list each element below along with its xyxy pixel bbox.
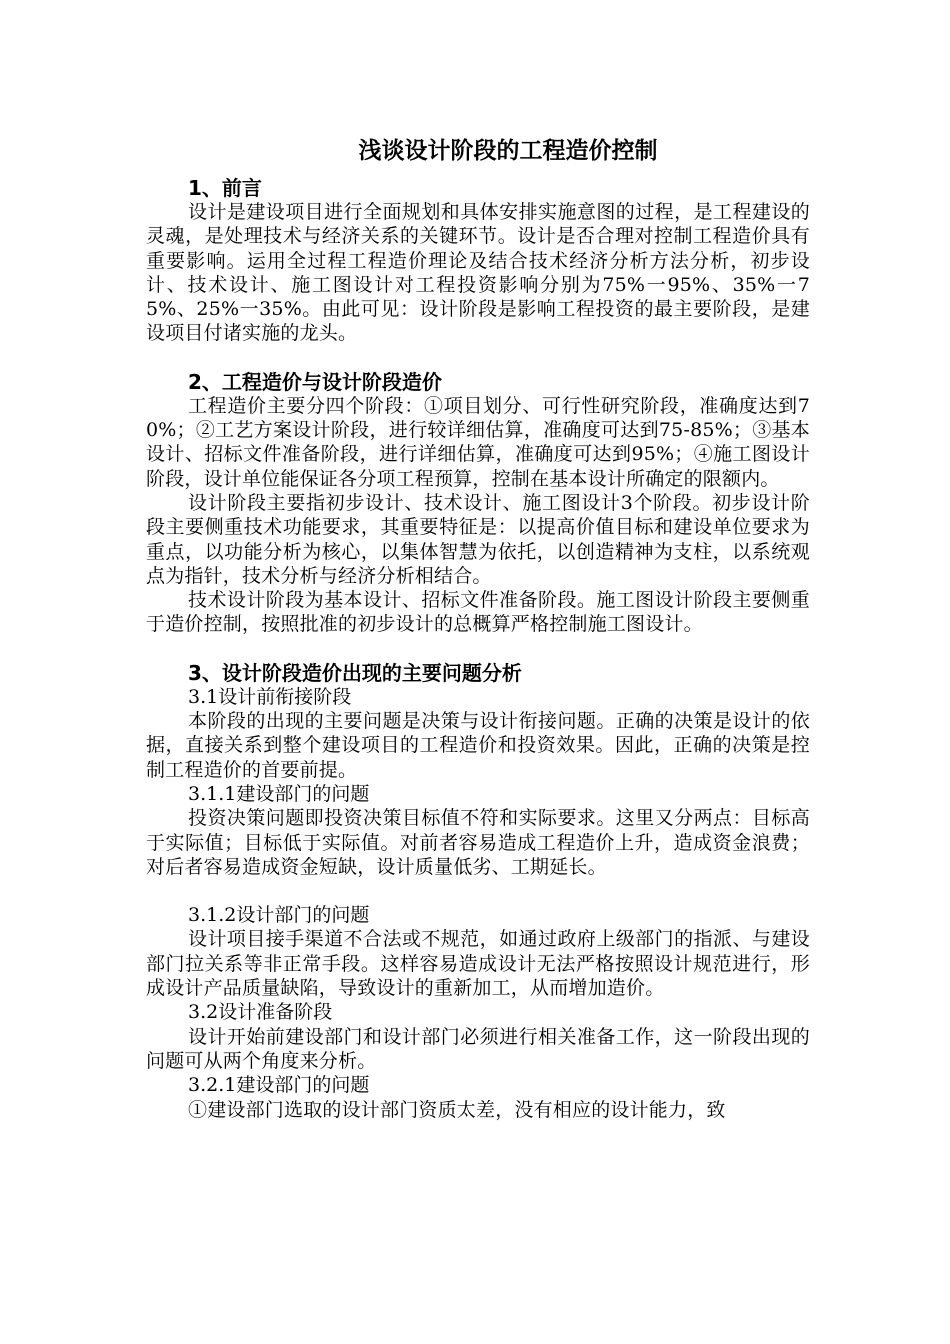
paragraph: 设计阶段主要指初步设计、技术设计、施工图设计3个阶段。初步设计阶段主要侧重技术功能要求，其重要特征是：以提高价值目标和建设单位要求为重点，以功能分析为核心，以集体智慧为依托，以创造精神为支柱，以系统观点为指针，技术分析与经济分析相结合。 xyxy=(146,491,810,587)
subsection-heading: 3.1.1建设部门的问题 xyxy=(188,782,370,805)
section-heading-1: 1、前言 xyxy=(188,176,262,200)
spacer xyxy=(146,346,810,370)
subsection-heading: 3.1设计前衔接阶段 xyxy=(188,685,352,708)
paragraph: 投资决策问题即投资决策目标值不符和实际要求。这里又分两点：目标高于实际值；目标低于实际值。对前者容易造成工程造价上升，造成资金浪费；对后者容易造成资金短缺，设计质量低劣、工期延长。 xyxy=(146,807,810,878)
paragraph: 设计开始前建设部门和设计部门必须进行相关准备工作，这一阶段出现的问题可从两个角度来分析。 xyxy=(146,1025,810,1072)
spacer xyxy=(146,879,810,903)
section-heading-2: 2、工程造价与设计阶段造价 xyxy=(188,369,442,394)
subsection-heading: 3.1.2设计部门的问题 xyxy=(188,904,370,927)
paragraph: 设计是建设项目进行全面规划和具体安排实施意图的过程，是工程建设的灵魂，是处理技术与经济关系的关键环节。设计是否合理对控制工程造价具有重要影响。运用全过程工程造价理论及结合技术经济分析方法分析，初步设计、技术设计、施工图设计对工程投资影响分别为75%一95%、35%一75%、25%一35%。由此可见：设计阶段是影响工程投资的最主要阶段，是建设项目付诸实施的龙头。 xyxy=(146,201,810,345)
section-heading-3: 3、设计阶段造价出现的主要问题分析 xyxy=(188,660,522,685)
spacer xyxy=(146,637,810,661)
paragraph: 技术设计阶段为基本设计、招标文件准备阶段。施工图设计阶段主要侧重于造价控制，按照批准的初步设计的总概算严格控制施工图设计。 xyxy=(146,589,810,636)
document-page xyxy=(146,132,810,1122)
paragraph: 设计项目接手渠道不合法或不规范，如通过政府上级部门的指派、与建设部门拉关系等非正常手段。这样容易造成设计无法严格按照设计规范进行，形成设计产品质量缺陷，导致设计的重新加工，从而增加造价。 xyxy=(146,928,810,1000)
subsection-heading: 3.2.1建设部门的问题 xyxy=(188,1074,370,1097)
subsection-heading: 3.2设计准备阶段 xyxy=(188,1001,333,1024)
paragraph: ①建设部门选取的设计部门资质太差，没有相应的设计能力，致 xyxy=(188,1098,726,1121)
paragraph: 本阶段的出现的主要问题是决策与设计衔接问题。正确的决策是设计的依据，直接关系到整个建设项目的工程造价和投资效果。因此，正确的决策是控制工程造价的首要前提。 xyxy=(146,710,810,781)
paragraph: 工程造价主要分四个阶段：①项目划分、可行性研究阶段，准确度达到70%；②工艺方案设计阶段，进行较详细估算，准确度可达到75-85%；③基本设计、招标文件准备阶段，进行详细估算，准确度可达到95%；④施工图设计阶段，设计单位能保证各分项工程预算，控制在基本设计所确定的限额内。 xyxy=(146,394,810,490)
document-title: 浅谈设计阶段的工程造价控制 xyxy=(358,138,658,164)
